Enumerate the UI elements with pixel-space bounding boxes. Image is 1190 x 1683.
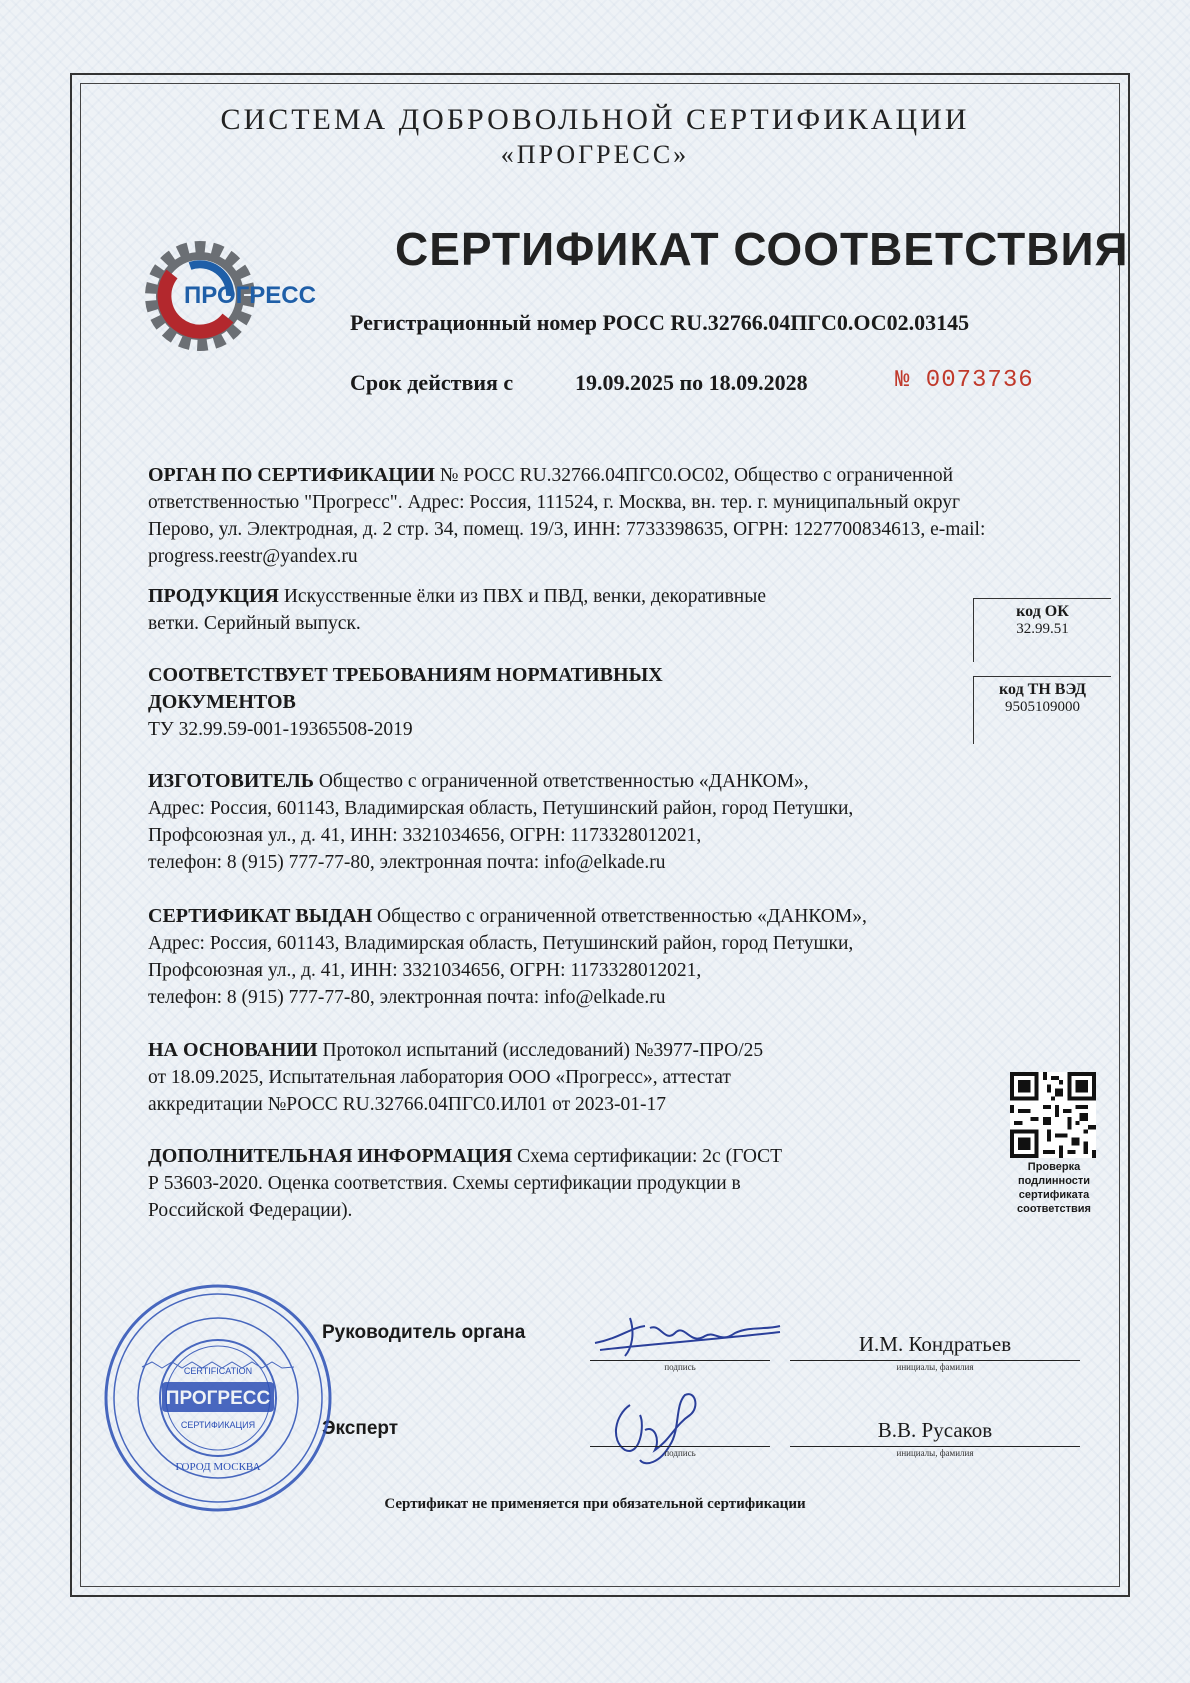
- organ-line: ответственностью "Прогресс". Адрес: Россия, 111524, г. Москва, вн. тер. г. муниципальный округ: [148, 492, 960, 513]
- issued-to-section: [148, 903, 1048, 1011]
- additional-line: Схема сертификации: 2с (ГОСТ: [517, 1146, 783, 1167]
- tnved-code-label: код ТН ВЭД: [999, 681, 1086, 698]
- organ-line: № РОСС RU.32766.04ПГС0.ОС02, Общество с ограниченной: [439, 465, 954, 486]
- basis-line: от 18.09.2025, Испытательная лаборатория ООО «Прогресс», аттестат: [148, 1067, 731, 1088]
- qr-caption-line: соответствия: [1017, 1203, 1091, 1215]
- additional-line: Р 53603-2020. Оценка соответствия. Схемы сертификации продукции в: [148, 1173, 741, 1194]
- expert-signature-line: [590, 1446, 770, 1447]
- expert-name: В.В. Русаков: [877, 1418, 993, 1442]
- manufacturer-line: Профсоюзная ул., д. 41, ИНН: 3321034656, ОГРН: 1173328012021,: [148, 825, 702, 846]
- qr-caption-line: сертификата: [1018, 1189, 1090, 1201]
- basis-line: аккредитации №РОСС RU.32766.04ПГС0.ИЛ01 от 2023-01-17: [148, 1094, 666, 1115]
- validity-dates: 19.09.2025 по 18.09.2028: [575, 370, 808, 395]
- signature-caption: подпись: [664, 1448, 696, 1458]
- validity-period: [350, 370, 808, 396]
- ok-code-box: [973, 598, 1111, 662]
- head-name-line: [790, 1360, 1080, 1361]
- name-caption: инициалы, фамилия: [896, 1362, 974, 1372]
- additional-heading: ДОПОЛНИТЕЛЬНАЯ ИНФОРМАЦИЯ: [148, 1145, 513, 1167]
- basis-line: Протокол испытаний (исследований) №3977-ПРО/25: [322, 1040, 764, 1061]
- product-heading: ПРОДУКЦИЯ: [148, 585, 279, 607]
- footer-note: Сертификат не применяется при обязательной сертификации: [384, 1496, 806, 1512]
- signature-caption: подпись: [664, 1362, 696, 1372]
- qr-code-icon[interactable]: [1010, 1072, 1096, 1158]
- name-caption: инициалы, фамилия: [896, 1448, 974, 1458]
- head-signature-line: [590, 1360, 770, 1361]
- manufacturer-line: Адрес: Россия, 601143, Владимирская область, Петушинский район, город Петушки,: [148, 798, 854, 819]
- conformity-section: [148, 662, 928, 743]
- head-role-label: Руководитель органа: [322, 1322, 526, 1343]
- stamp-band-bottom: СЕРТИФИКАЦИЯ: [180, 1420, 256, 1430]
- manufacturer-line: телефон: 8 (915) 777-77-80, электронная почта: info@elkade.ru: [148, 852, 666, 873]
- stamp-center-text: ПРОГРЕСС: [165, 1388, 271, 1409]
- normative-document: ТУ 32.99.59-001-19365508-2019: [148, 719, 413, 740]
- issued-to-line: Общество с ограниченной ответственностью «ДАНКОМ»,: [377, 906, 867, 927]
- manufacturer-line: Общество с ограниченной ответственностью «ДАНКОМ»,: [318, 771, 809, 792]
- issued-to-line: Адрес: Россия, 601143, Владимирская область, Петушинский район, город Петушки,: [148, 933, 854, 954]
- registration-label: Регистрационный номер: [350, 310, 597, 335]
- conformity-heading: СООТВЕТСТВУЕТ ТРЕБОВАНИЯМ НОРМАТИВНЫХ: [148, 664, 663, 686]
- certificate-title: СЕРТИФИКАТ СООТВЕТСТВИЯ: [395, 223, 1129, 275]
- issued-to-line: телефон: 8 (915) 777-77-80, электронная почта: info@elkade.ru: [148, 987, 666, 1008]
- product-line: ветки. Серийный выпуск.: [148, 613, 361, 634]
- manufacturer-section: [148, 768, 1048, 876]
- organ-line: progress.reestr@yandex.ru: [148, 546, 358, 567]
- validity-label: Срок действия с: [350, 370, 514, 395]
- certification-body-section: [148, 462, 1088, 570]
- head-name: И.М. Кондратьев: [858, 1332, 1012, 1356]
- basis-section: [148, 1037, 918, 1118]
- qr-caption: [995, 1160, 1113, 1216]
- progress-logo: [138, 228, 338, 363]
- tnved-code-value: 9505109000: [1005, 699, 1080, 715]
- expert-role-label: Эксперт: [322, 1418, 399, 1439]
- qr-caption-line: подлинности: [1017, 1175, 1091, 1187]
- issued-to-heading: СЕРТИФИКАТ ВЫДАН: [148, 905, 373, 927]
- registration-number: [350, 310, 969, 336]
- serial-number: № 0073736: [895, 367, 1034, 394]
- basis-heading: НА ОСНОВАНИИ: [148, 1039, 318, 1061]
- stamp-band-top: CERTIFICATION: [183, 1366, 253, 1376]
- product-section: [148, 583, 928, 637]
- organ-heading: ОРГАН ПО СЕРТИФИКАЦИИ: [148, 464, 435, 486]
- organ-line: Перово, ул. Электродная, д. 2 стр. 34, помещ. 19/3, ИНН: 7733398635, ОГРН: 1227700834613, e-mail:: [148, 519, 986, 540]
- additional-info-section: [148, 1143, 928, 1224]
- system-title-line2: «ПРОГРЕСС»: [500, 140, 690, 169]
- official-stamp: [102, 1282, 334, 1514]
- additional-line: Российской Федерации).: [148, 1200, 353, 1221]
- expert-name-line: [790, 1446, 1080, 1447]
- manufacturer-heading: ИЗГОТОВИТЕЛЬ: [148, 770, 314, 792]
- ok-code-value: 32.99.51: [1016, 621, 1069, 637]
- head-signature: [590, 1308, 790, 1368]
- issued-to-line: Профсоюзная ул., д. 41, ИНН: 3321034656, ОГРН: 1173328012021,: [148, 960, 702, 981]
- ok-code-label: код ОК: [1016, 603, 1069, 620]
- qr-caption-line: Проверка: [1027, 1161, 1081, 1173]
- product-line: Искусственные ёлки из ПВХ и ПВД, венки, декоративные: [283, 586, 766, 607]
- conformity-heading: ДОКУМЕНТОВ: [148, 691, 296, 713]
- system-title-line1: СИСТЕМА ДОБРОВОЛЬНОЙ СЕРТИФИКАЦИИ: [220, 103, 970, 136]
- logo-text: ПРОГРЕСС: [184, 282, 316, 309]
- tnved-code-box: [973, 676, 1111, 744]
- stamp-city: ГОРОД МОСКВА: [175, 1461, 261, 1473]
- registration-value: РОСС RU.32766.04ПГС0.ОС02.03145: [602, 310, 970, 335]
